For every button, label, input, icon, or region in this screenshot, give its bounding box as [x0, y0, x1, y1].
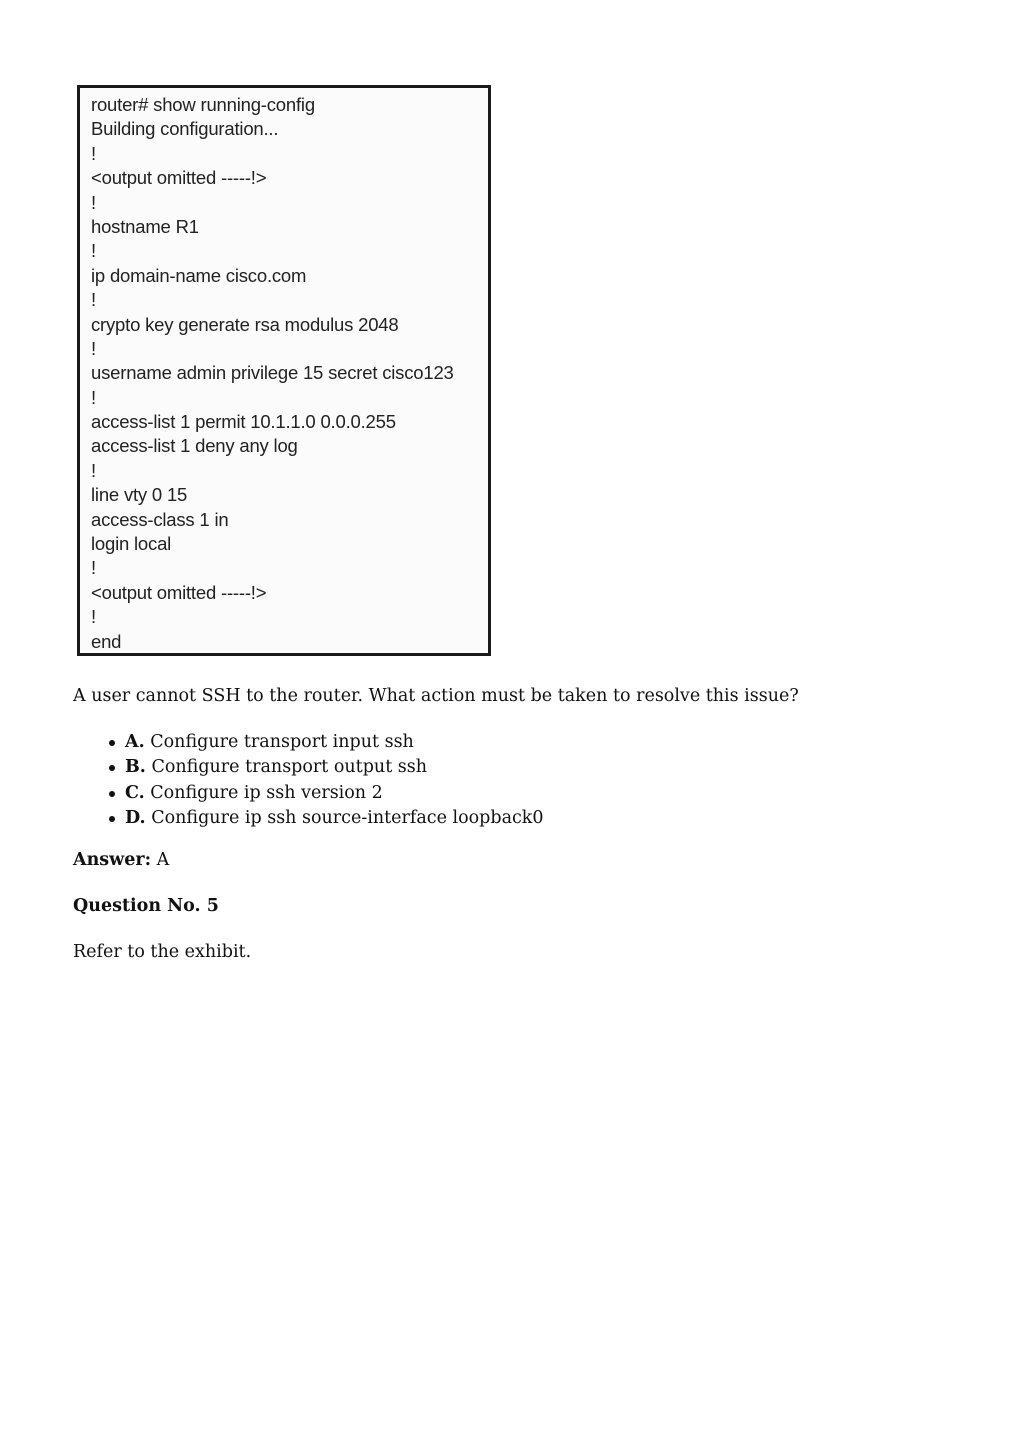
- config-line: hostname R1: [91, 215, 199, 237]
- question-intro: Refer to the exhibit.: [73, 942, 252, 962]
- config-line: !: [91, 142, 96, 164]
- config-line: access-class 1 in: [91, 508, 229, 530]
- option-a: [106, 730, 544, 755]
- config-line: crypto key generate rsa modulus 2048: [91, 313, 399, 335]
- config-line: end: [91, 630, 122, 652]
- config-line: !: [91, 459, 96, 481]
- config-line: router# show running-config: [91, 94, 315, 115]
- config-line: !: [91, 557, 96, 579]
- option-text: Configure ip ssh source-interface loopback0: [151, 807, 544, 828]
- config-line: <output omitted -----!>: [91, 581, 267, 603]
- exhibit-image: [77, 85, 491, 656]
- option-letter: C.: [125, 782, 145, 803]
- answer: [73, 848, 169, 872]
- option-letter: D.: [125, 807, 146, 828]
- config-line: !: [91, 337, 96, 359]
- option-letter: B.: [125, 757, 146, 778]
- option-text: Configure ip ssh version 2: [150, 782, 383, 803]
- option-text: Configure transport output ssh: [151, 757, 428, 778]
- config-line: access-list 1 deny any log: [91, 435, 298, 457]
- config-line: line vty 0 15: [91, 484, 188, 506]
- config-line: access-list 1 permit 10.1.1.0 0.0.0.255: [91, 411, 396, 433]
- config-line: !: [91, 191, 96, 213]
- config-line: !: [91, 289, 96, 311]
- option-c: [106, 781, 544, 806]
- config-line: !: [91, 240, 96, 262]
- config-line: !: [91, 386, 96, 408]
- answer-value: A: [156, 850, 170, 870]
- option-text: Configure transport input ssh: [150, 732, 414, 752]
- option-letter: A.: [125, 732, 145, 752]
- config-line: <output omitted -----!>: [91, 167, 267, 189]
- config-line: Building configuration...: [91, 118, 279, 140]
- config-line: !: [91, 606, 96, 628]
- config-line: ip domain-name cisco.com: [91, 264, 307, 286]
- option-b: [106, 755, 544, 780]
- config-line: username admin privilege 15 secret cisco123: [91, 362, 454, 384]
- answer-options: [106, 730, 544, 831]
- option-d: [106, 806, 544, 831]
- config-line: login local: [91, 533, 172, 555]
- question-number-heading: Question No. 5: [73, 896, 219, 916]
- config-output: [91, 93, 454, 654]
- question-text: A user cannot SSH to the router. What action must be taken to resolve this issue?: [73, 686, 799, 706]
- answer-label: Answer:: [73, 850, 152, 870]
